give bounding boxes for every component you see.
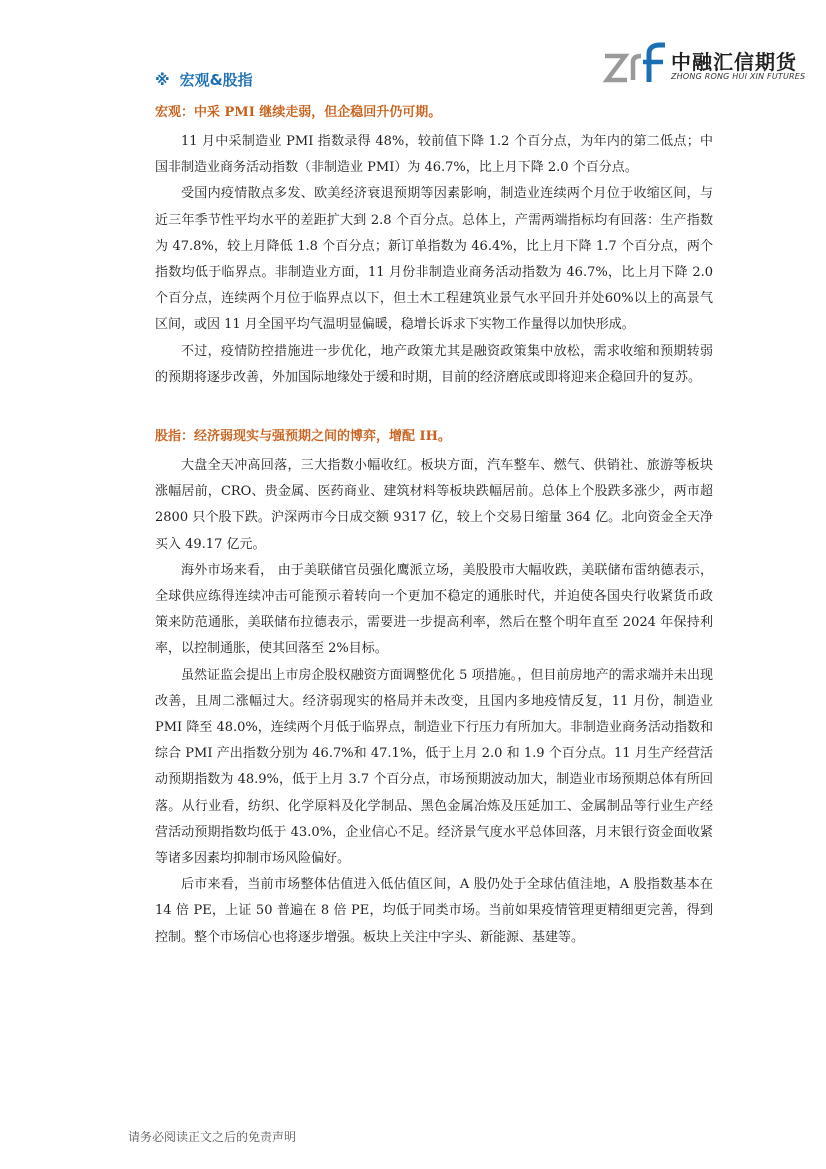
- equity-heading: 股指：经济弱现实与强预期之间的博弈，增配 IH。: [155, 429, 451, 445]
- macro-paragraph-1: 11 月中采制造业 PMI 指数录得 48%，较前值下降 1.2 个百分点，为年内的第二低点；中国非制造业商务活动指数（非制造业 PMI）为 46.7%，比上月下降 2.0 个百分点。: [155, 134, 713, 176]
- disclaimer-footer: 请务必阅读正文之后的免责声明: [128, 1130, 297, 1144]
- macro-paragraph-3: 不过，疫情防控措施进一步优化，地产政策尤其是融资政策集中放松，需求收缩和预期转弱的预期将逐步改善，外加国际地缘处于缓和时期，目前的经济磨底或即将迎来企稳回升的复苏。: [155, 343, 713, 385]
- logo-english-name: ZHONG RONG HUI XIN FUTURES: [671, 72, 806, 81]
- macro-heading: 宏观：中采 PMI 继续走弱，但企稳回升仍可期。: [155, 105, 442, 120]
- equity-paragraph-3: 虽然证监会提出上市房企股权融资方面调整优化 5 项措施。，但目前房地产的需求端并未出现改善，且周二涨幅过大。经济弱现实的格局并未改变，且国内多地疫情反复，11 月份，制造业 PMI 降至 48.0%，连续两个月低于临界点，制造业下行压力有所加大。非制造业商务活动指数和综合 PMI 产出指数分别为 46.7%和 47.1%，低于上月 2.0 和 1.9 个百分点。11 月生产经营活动预期指数为 48.9%，低于上月 3.7 个百分点，市场预期波动加大，制造业市场预期总体有所回落。从行业看，纺织、化学原料及化学制品、黑色金属冶炼及压延加工、金属制品等行业生产经营活动预期指数均低于 43.0%，企业信心不足。经济景气度水平总体回落，月末银行资金面收紧等诸多因素均抑制市场风险偏好。: [155, 667, 713, 867]
- equity-paragraph-2: 海外市场来看， 由于美联储官员强化鹰派立场，美股股市大幅收跌，美联储布雷纳德表示，全球供应练得连续冲击可能预示着转向一个更加不稳定的通胀时代，并迫使各国央行收紧货币政策来防范通胀，美联储布拉德表示，需要进一步提高利率，然后在整个明年直至 2024 年保持利率，以控制通胀，使其回落至 2%目标。: [155, 562, 713, 657]
- equity-paragraph-1: 大盘全天冲高回落，三大指数小幅收红。板块方面，汽车整车、燃气、供销社、旅游等板块涨幅居前，CRO、贵金属、医药商业、建筑材料等板块跌幅居前。总体上个股跌多涨少，两市超 2800 只个股下跌。沪深两市今日成交额 9317 亿，较上个交易日缩量 364 亿。北向资金全天净买入 49.17 亿元。: [155, 458, 713, 552]
- section-title-text: 宏观&股指: [179, 71, 253, 89]
- report-body: [155, 68, 713, 951]
- logo-chinese-name: 中融汇信期货: [671, 50, 797, 74]
- section-heading: [155, 68, 713, 92]
- equity-paragraph-4: 后市来看，当前市场整体估值进入低估值区间，A 股仍处于全球估值洼地，A 股指数基本在 14 倍 PE，上证 50 普遍在 8 倍 PE，均低于同类市场。当前如果疫情管理更精细更完善，得到控制。整个市场信心也将逐步增强。板块上关注中字头、新能源、基建等。: [155, 877, 713, 945]
- macro-paragraph-2: 受国内疫情散点多发、欧美经济衰退预期等因素影响，制造业连续两个月位于收缩区间，与近三年季节性平均水平的差距扩大到 2.8 个百分点。总体上，产需两端指标均有回落：生产指数为 47.8%，较上月降低 1.8 个百分点；新订单指数为 46.4%，比上月下降 1.7 个百分点，两个指数均低于临界点。非制造业方面，11 月份非制造业商务活动指数为 46.7%，比上月下降 2.0 个百分点，连续两个月位于临界点以下，但土木工程建筑业景气水平回升并处60%以上的高景气区间，或因 11 月全国平均气温明显偏暖，稳增长诉求下实物工作量得以加快形成。: [155, 186, 713, 333]
- reference-mark-icon: ※: [155, 71, 170, 89]
